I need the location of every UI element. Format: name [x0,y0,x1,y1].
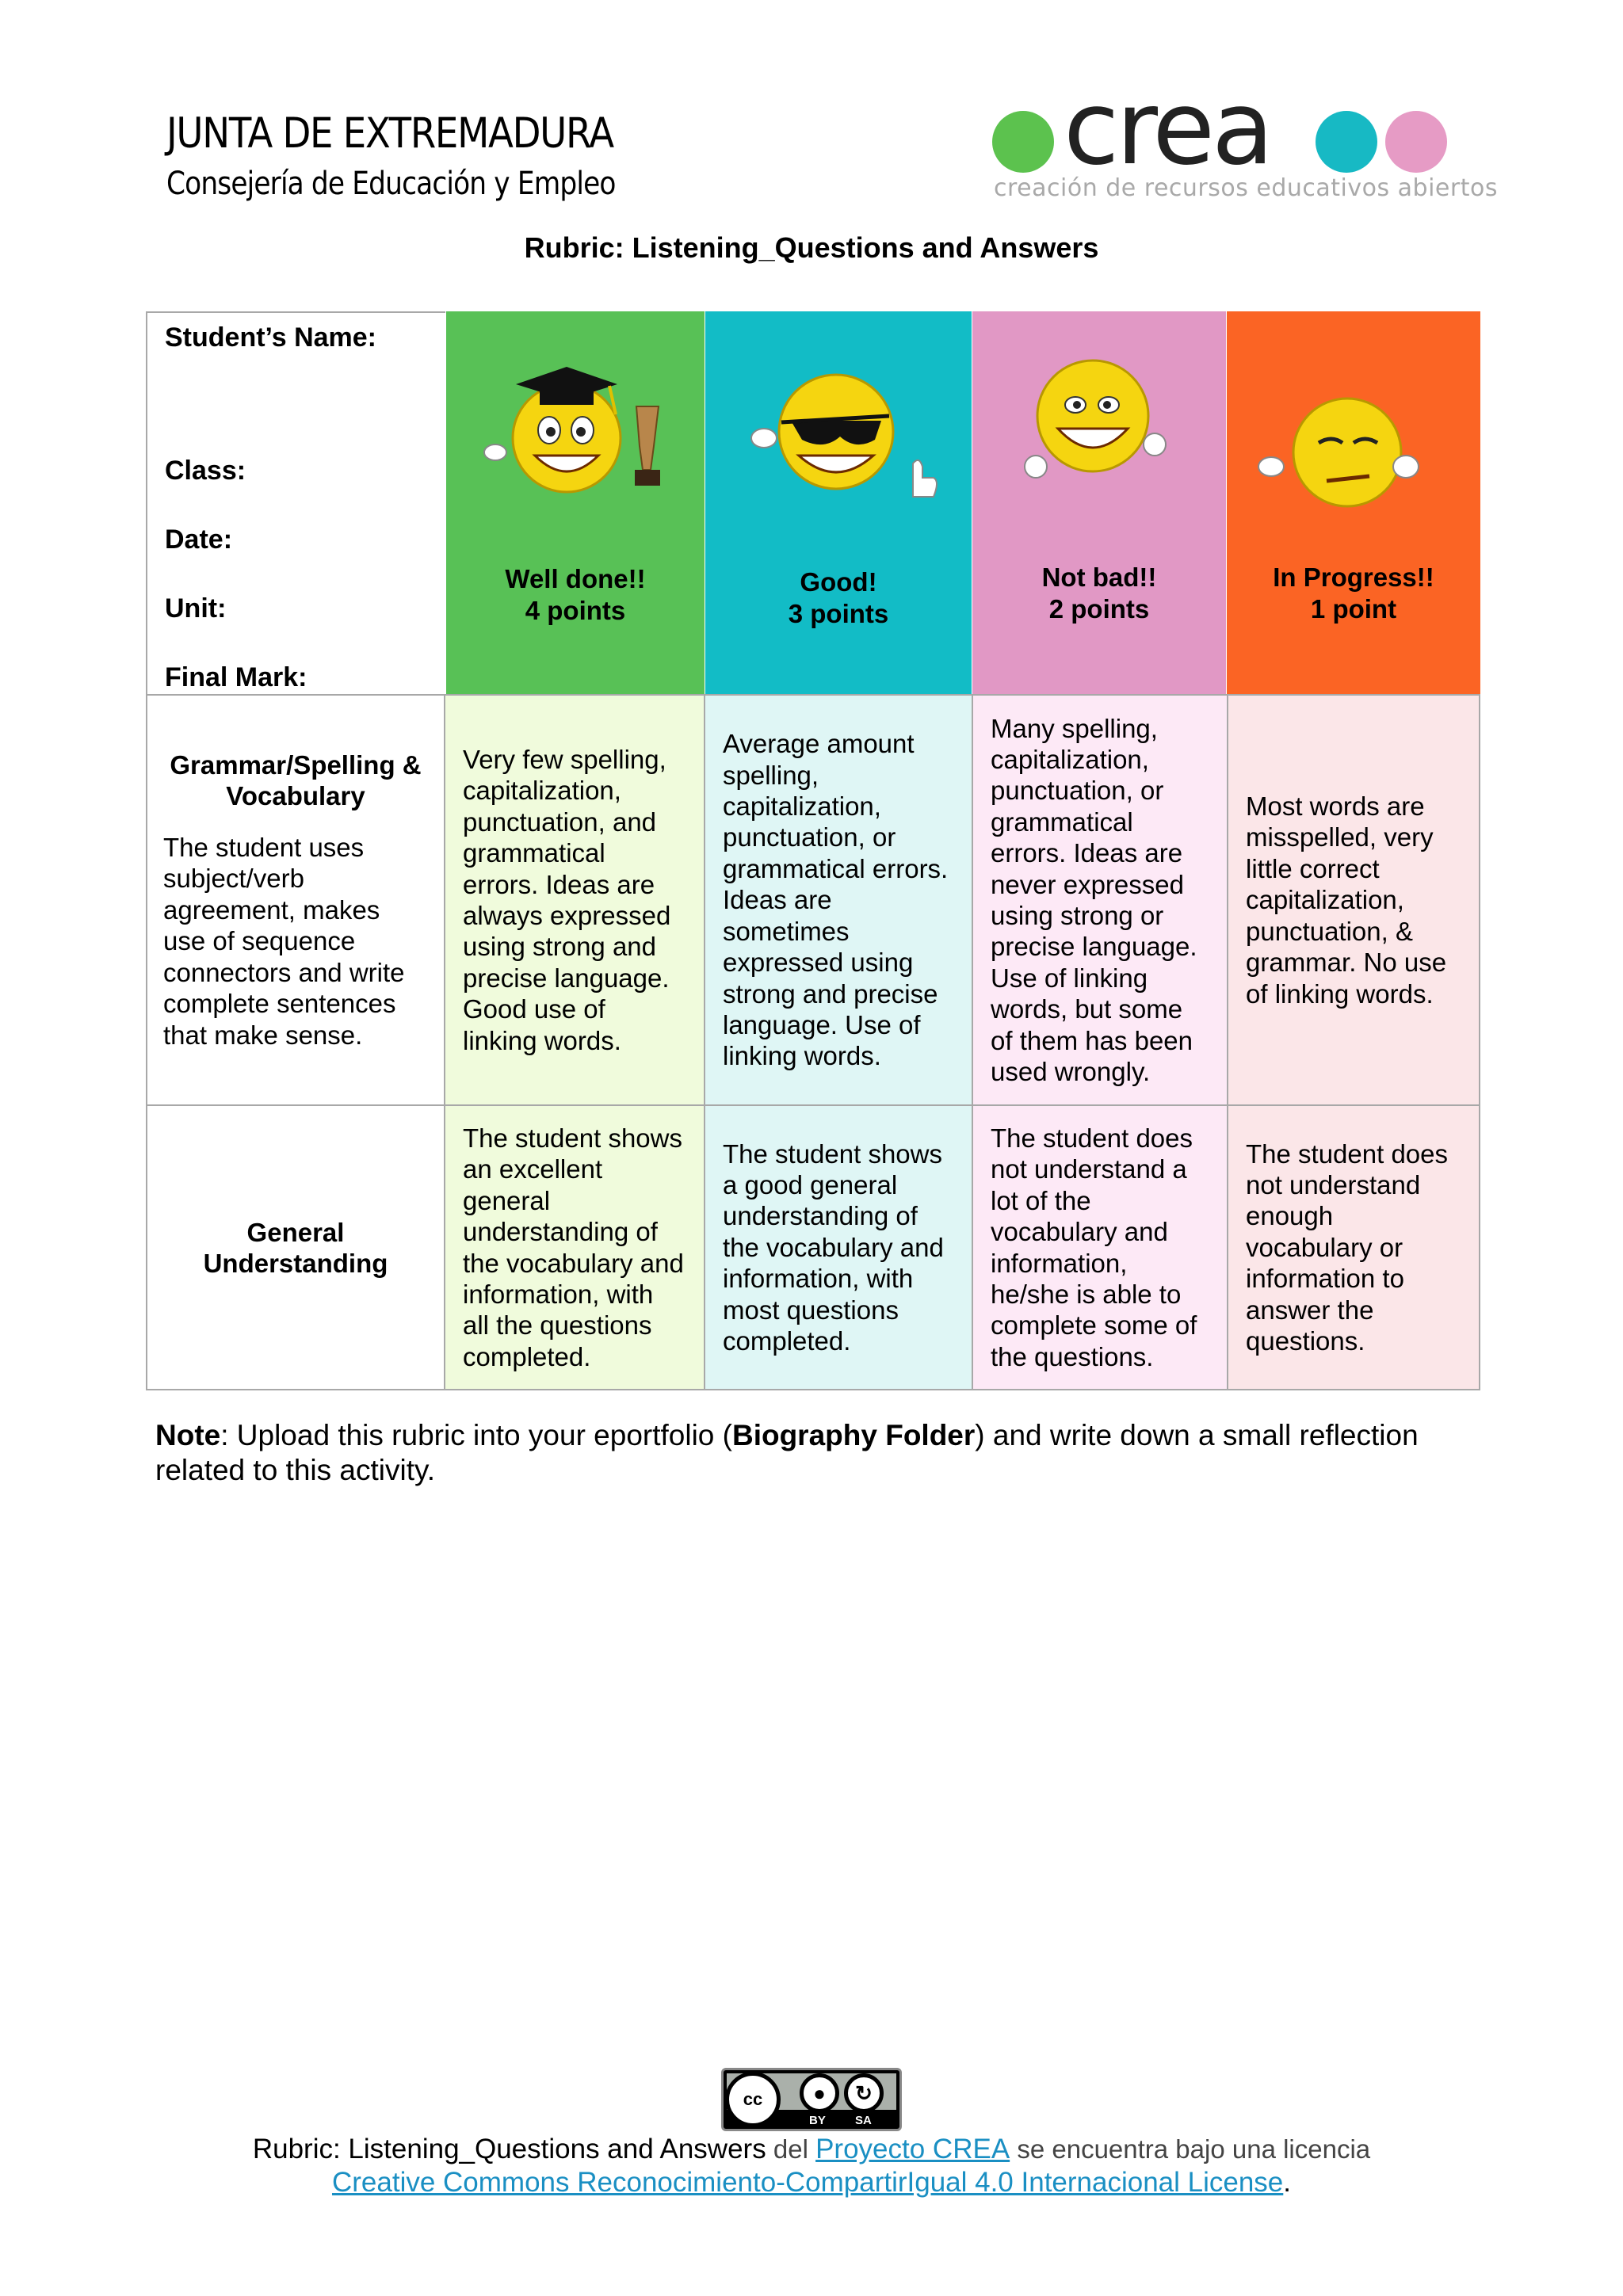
student-name-label: Student’s Name: [165,322,377,353]
level-4-title: Well done!! [505,564,646,593]
final-mark-label: Final Mark: [165,662,307,692]
understanding-level-2-cell [972,1104,1228,1390]
cell-text: The student does not understand enough vocabulary or information to answer the questions. [1246,1138,1449,1356]
date-label: Date: [165,524,233,555]
org-department: Consejería de Educación y Empleo [166,166,616,202]
level-header-4 [446,311,705,696]
share-alike-icon: ↻ [844,2073,884,2113]
rubric-table [146,311,1480,1390]
org-name: JUNTA DE EXTREMADURA [166,109,613,158]
grammar-level-2-cell [972,694,1228,1106]
cell-text: The student does not understand a lot of the vocabulary and information, he/she is able to complete some of the questions. [991,1123,1197,1371]
cell-text: Most words are misspelled, very little correct capitalization, punctuation, & grammar. No use of linking words. [1246,791,1447,1009]
by-icon: ● [800,2073,839,2113]
logo-green-dot [992,111,1054,173]
understanding-level-4-cell [444,1104,705,1390]
level-2-label [972,562,1226,625]
level-3-points: 3 points [788,599,889,628]
level-3-label [705,566,972,630]
cell-text: Average amount spelling, capitalization, punctuation, or grammatical errors. Ideas are sometimes expressed using strong and precise language. Use of linking words. [723,729,949,1071]
grammar-level-1-cell [1227,694,1480,1106]
level-4-points: 4 points [525,596,626,625]
cell-text: Many spelling, capitalization, punctuation, or grammatical errors. Ideas are never expressed using strong or precise language. Use of linking words, but some of them has been used wrongly. [991,713,1197,1087]
page-title: Rubric: Listening_Questions and Answers [524,231,1099,264]
criterion-title: Grammar/Spelling & Vocabulary [170,750,422,811]
understanding-level-1-cell [1227,1104,1480,1390]
footer-line-1 [0,2134,1623,2165]
footer-line-2 [0,2167,1623,2199]
level-4-label [446,563,705,627]
note-label: Note [155,1419,221,1451]
ok-emoji-icon [972,311,1226,549]
criterion-understanding-cell [146,1104,445,1390]
level-header-2 [972,311,1226,696]
sunglasses-emoji-icon [705,311,972,549]
cc-by-label: BY [809,2114,826,2127]
footer-del: del [766,2134,816,2164]
level-header-1 [1227,311,1480,696]
project-link[interactable]: Proyecto CREA [815,2134,1010,2164]
level-header-3 [705,311,972,696]
criterion-grammar-cell [146,694,445,1106]
logo-tagline: creación de recursos educativos abiertos [994,174,1498,202]
organization-header [166,109,689,202]
note-paragraph [155,1418,1503,1488]
cell-text: The student shows a good general understanding of the vocabulary and information, with most questions completed. [723,1138,944,1356]
cc-license-badge[interactable] [721,2068,902,2131]
logo-word: crea [1064,70,1271,188]
cell-text: The student shows an excellent general understanding of the vocabulary and information, with all the questions completed. [463,1123,684,1371]
level-2-title: Not bad!! [1041,563,1157,592]
student-info-cell [146,311,445,696]
logo-teal-dot [1316,111,1377,173]
work-title: Rubric: Listening_Questions and Answers [252,2134,766,2164]
understanding-level-3-cell [704,1104,973,1390]
criterion-description: The student uses subject/verb agreement, makes use of sequence connectors and write complete sentences that make sense. [163,833,405,1050]
footer-period: . [1283,2167,1292,2198]
licence-text: se encuentra bajo una licencia [1010,2134,1371,2164]
cc-icon: cc [725,2072,781,2127]
level-1-points: 1 point [1310,594,1397,624]
crea-logo [992,70,1498,206]
class-label: Class: [165,456,246,486]
level-2-points: 2 points [1048,594,1150,624]
meh-emoji-icon [1227,311,1480,549]
note-bold: Biography Folder [731,1419,976,1451]
graduate-emoji-icon [446,311,705,549]
licence-link[interactable]: Creative Commons Reconocimiento-CompartirIgual 4.0 Internacional License [331,2167,1284,2198]
grammar-level-4-cell [444,694,705,1106]
grammar-level-3-cell [704,694,973,1106]
unit-label: Unit: [165,593,227,624]
level-1-label [1227,562,1480,625]
cell-text: Very few spelling, capitalization, punctuation, and grammatical errors. Ideas are always expressed using strong and precise language. Good use of linking words. [463,744,671,1055]
criterion-title: General Understanding [203,1217,388,1278]
level-3-title: Good! [800,567,877,597]
note-text-after: ) and write down a small reflection related to this activity. [155,1419,1419,1486]
note-text-before: : Upload this rubric into your eportfolio ( [220,1419,732,1451]
cc-sa-label: SA [855,2114,872,2127]
level-1-title: In Progress!! [1273,563,1434,592]
logo-pink-dot [1385,111,1447,173]
